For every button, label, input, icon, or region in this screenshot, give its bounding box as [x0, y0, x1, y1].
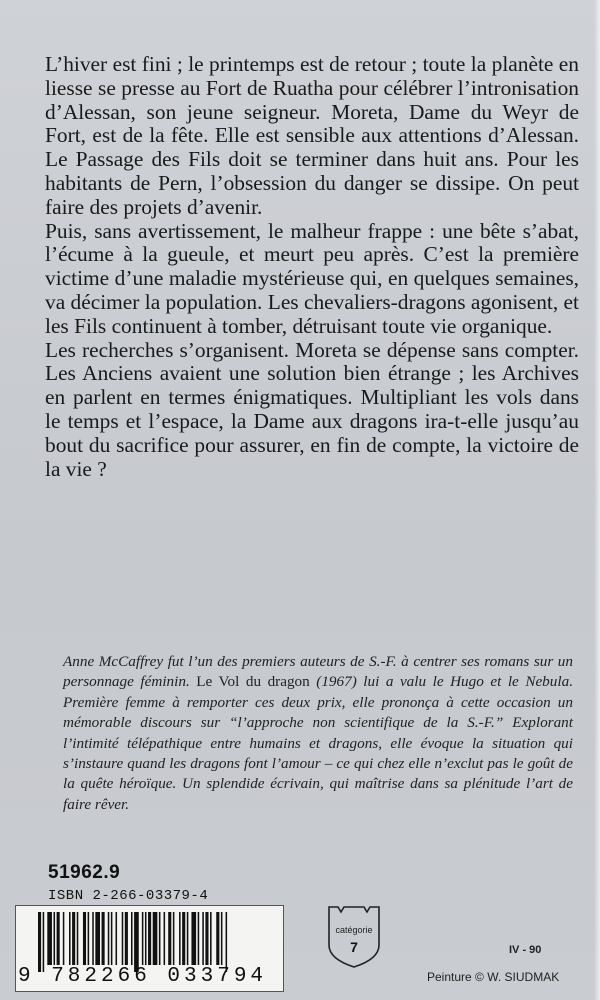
- isbn: ISBN 2-266-03379-4: [48, 888, 209, 904]
- category-label: catégorie: [335, 925, 373, 935]
- author-bio: [63, 652, 573, 815]
- barcode-number: 9 782266 033794: [18, 965, 268, 988]
- synopsis-paragraph: Les recherches s’organisent. Moreta se dépense sans compter. Les Anciens avaient une solution bien étrange ; les Archives en parlent en termes énigmatiques. Multipliant les vols dans le temps et l’espace, la Dame aux dragons ira-t-elle jusqu’au bout du sacrifice pour assurer, en fin de compte, la victoire de la vie ?: [45, 337, 579, 481]
- category-shield-icon: [326, 905, 382, 969]
- category-number: 7: [350, 939, 358, 955]
- synopsis-paragraph: Puis, sans avertissement, le malheur frappe : une bête s’abat, l’écume à la gueule, et meurt peu après. C’est la première victime d’une maladie mystérieuse qui, en quelques semaines, va décimer la population. Les chevaliers-dragons agonisent, et les Fils continuent à tomber, détruisant toute vie organique.: [45, 218, 579, 338]
- barcode: [15, 905, 284, 992]
- bio-book-title: Le Vol du dragon: [196, 673, 310, 691]
- synopsis-text: [45, 53, 579, 481]
- print-code: IV - 90: [509, 944, 542, 956]
- synopsis-paragraph: L’hiver est fini ; le printemps est de retour ; toute la planète en liesse se presse au Fort de Ruatha pour célébrer l’intronisation d’Alessan, son jeune seigneur. Moreta, Dame du Weyr de Fort, est de la fête. Elle est sensible aux attentions d’Alessan. Le Passage des Fils doit se terminer dans huit ans. Pour les habitants de Pern, l’obsession du danger se dissipe. On peut faire des projets d’avenir.: [45, 52, 579, 219]
- page-edge: [594, 0, 600, 1000]
- cover-credit: Peinture © W. SIUDMAK: [427, 970, 560, 984]
- catalog-code: 51962.9: [48, 862, 121, 883]
- bio-text-part2: (1967) lui a valu le Hugo et le Nebula. Première femme à remporter ces deux prix, elle prononça à cette occasion un mémorable discours sur “l’approche non scientifique de la S.-F.” Explorant l’intimité télépathique entre humains et dragons, elle évoque la situation qui s’instaure quand les dragons font l’amour – ce qui chez elle n’exclut pas le goût de la quête héroïque. Un splendide écrivain, qui maîtrise dans sa plénitude l’art de faire rêver.: [63, 673, 573, 813]
- bio-text-part1: Anne McCaffrey fut l’un des premiers auteurs de S.-F. à centrer ses romans sur un personnage féminin.: [63, 653, 573, 691]
